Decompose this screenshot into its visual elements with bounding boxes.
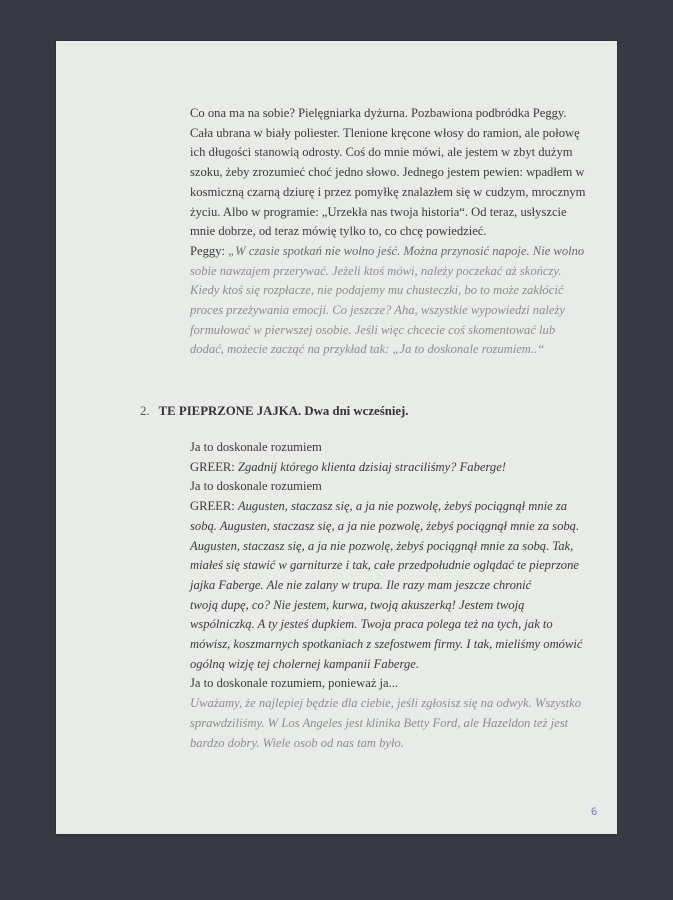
speaker-label: GREER: [190,499,238,514]
text-line: szoku, żeby zrozumieć choć jedno słowo. Jednego jestem pewien: wpadłem w [190,165,585,180]
section-2-heading [140,402,409,422]
text-line: jajka Faberge. Ale nie zalany w trupa. Ile razy mam jeszcze chronić [190,577,532,592]
text-line: wspólniczką. A ty jesteś dupkiem. Twoja praca polega też na tych, jak to [190,617,553,632]
text-line: Cała ubrana w biały poliester. Tlenione kręcone włosy do ramion, ale połowę [190,125,580,140]
text-line [190,497,570,517]
document-page [56,41,617,834]
speech-text: Augusten, staczasz się, a ja nie pozwolę, żebyś pociągnął mnie za [237,499,568,514]
section-1-text [190,104,586,360]
text-line: twoją dupę, co? Nie jestem, kurwa, twoją akuszerką! Jestem twoją [190,597,525,612]
speaker-label: GREER: [190,459,238,474]
speech-text: Zgadnij którego klienta dzisiaj straciliśmy? Faberge! [237,459,506,474]
refrain-line: Ja to doskonale rozumiem [190,440,322,454]
text-line: dodać, możecie zacząć na przykład tak: „Ja to doskonale rozumiem..“ [190,342,545,357]
text-line [190,458,570,478]
text-line: bardzo dobry. Wiele osob od nas tam było. [190,735,404,750]
text-line: sprawdziliśmy. W Los Angeles jest klinika Betty Ford, ale Hazeldon też jest [190,715,569,730]
text-line: proces przeżywania emocji. Co jeszcze? Aha, wszystkie wypowiedzi należy [190,303,565,318]
text-line: mnie dobrze, od teraz mówię tylko to, co chcę powiedzieć. [190,224,487,239]
text-line: Kiedy ktoś się rozpłacze, nie podajemy mu chusteczki, bo to może zakłócić [190,283,564,298]
text-line: Uważamy, że najlepiej będzie dla ciebie, jeśli zgłosisz się na odwyk. Wszystko [190,696,582,711]
text-line: formułować w pierwszej osobie. Jeśli więc chcecie coś skomentować lub [190,322,556,337]
text-line: Co ona ma na sobie? Pielęgniarka dyżurna. Pozbawiona podbródka Peggy. [190,106,567,120]
section-title: TE PIEPRZONE JAJKA. Dwa dni wcześniej. [158,404,409,418]
section-number: 2. [140,404,150,418]
speaker-label: Peggy: [190,243,229,258]
peggy-speech [190,242,585,360]
speech-text: „W czasie spotkań nie wolno jeść. Można przynosić napoje. Nie wolno [228,243,585,258]
refrain-line: Ja to doskonale rozumiem, ponieważ ja... [190,676,399,691]
text-line: kosmiczną czarną dziurę i przez pomyłkę znalazłem się w cudzym, mrocznym [190,184,586,199]
text-line: sobą. Augusten, staczasz się, a ja nie pozwolę, żebyś pociągnął mnie za sobą. [190,518,580,533]
section-2-text [190,438,583,753]
narration-paragraph [190,104,586,242]
text-line: miałeś się stawić w garniturze i tak, całe przedpołudnie oglądać te pieprzone [190,558,579,573]
refrain-line: Ja to doskonale rozumiem [190,479,322,494]
text-line [190,242,585,262]
text-line: sobie nawzajem przerywać. Jeżeli ktoś mówi, należy poczekać aż skończy. [190,263,562,278]
text-line: życiu. Albo w programie: „Urzekła nas twoja historia“. Od teraz, usłyszcie [190,204,567,219]
text-line: ich długości stanowią odrosty. Coś do mnie mówi, ale jestem w zbyt dużym [190,145,573,160]
text-line: ogólną wizję tej cholernej kampanii Faberge. [190,656,419,671]
handwritten-page-number: 6 [590,806,599,819]
text-line: mówisz, koszmarnych spotkaniach z szefostwem firmy. I tak, mieliśmy omówić [190,637,583,652]
text-line: Augusten, staczasz się, a ja nie pozwolę, żebyś pociągnął mnie za sobą. Tak, [190,538,574,553]
